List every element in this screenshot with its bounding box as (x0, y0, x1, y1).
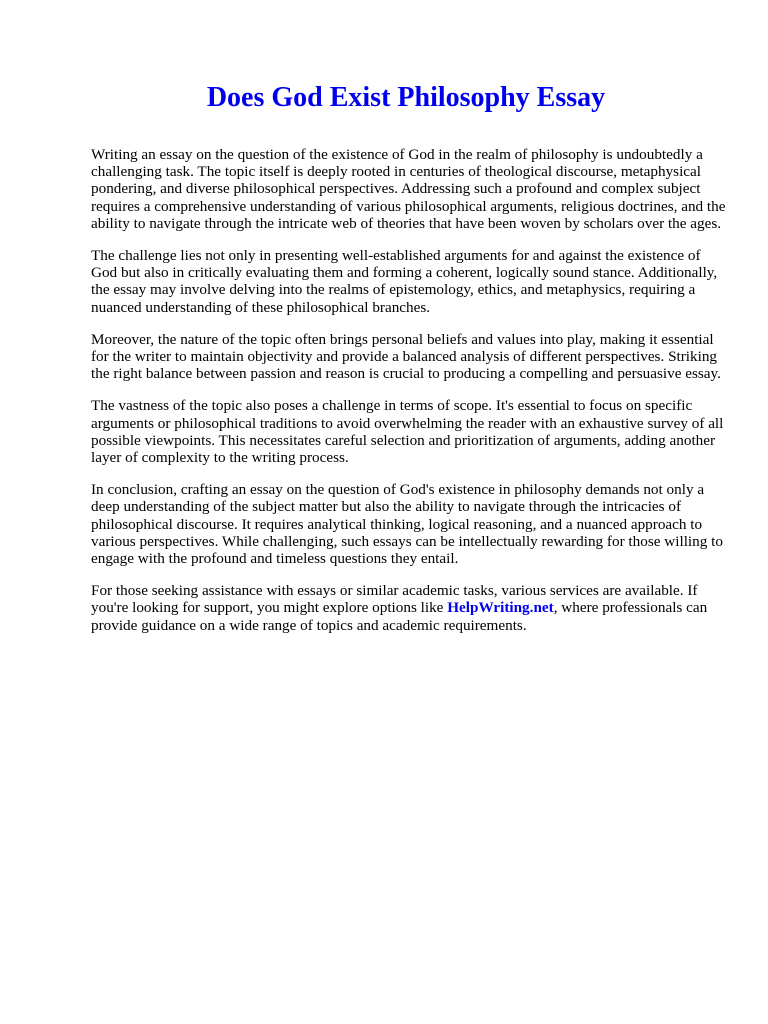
paragraph-2: The challenge lies not only in presenting well-established arguments for and against the existence of God but also in critically evaluating them and forming a coherent, logically sound stance. Additionally, the essay may involve delving into the realms of epistemology, ethics, and metaphysics, requiring a nuanced understanding of these philosophical branches. (91, 247, 718, 316)
page-title: Does God Exist Philosophy Essay (206, 82, 606, 113)
paragraph-6-text-before-link: For those seeking assistance with essays or similar academic tasks, various services are available. If you're looking for support, you might explore options like (91, 582, 698, 617)
paragraph-6-text-after-link: , where professionals can provide guidance on a wide range of topics and academic requirements. (91, 599, 708, 634)
paragraph-3: Moreover, the nature of the topic often brings personal beliefs and values into play, making it essential for the writer to maintain objectivity and provide a balanced analysis of different perspectives. Striking the right balance between passion and reason is crucial to producing a compelling and persuasive essay. (91, 330, 721, 383)
paragraph-6 (91, 582, 727, 634)
helpwriting-link[interactable]: HelpWriting.net (447, 599, 554, 617)
paragraph-5: In conclusion, crafting an essay on the question of God's existence in philosophy demands not only a deep understanding of the subject matter but also the ability to navigate through the intricacies of philosophical discourse. It requires analytical thinking, logical reasoning, and a nuanced approach to various perspectives. While challenging, such essays can be intellectually rewarding for those willing to engage with the profound and timeless questions they entail. (91, 481, 723, 568)
paragraph-1: Writing an essay on the question of the existence of God in the realm of philosophy is undoubtedly a challenging task. The topic itself is deeply rooted in centuries of theological discourse, metaphysical pondering, and diverse philosophical perspectives. Addressing such a profound and complex subject requires a comprehensive understanding of various philosophical arguments, religious doctrines, and the ability to navigate through the intricate web of theories that have been woven by scholars over the ages. (91, 146, 726, 232)
essay-body (91, 146, 727, 649)
paragraph-4: The vastness of the topic also poses a challenge in terms of scope. It's essential to focus on specific arguments or philosophical traditions to avoid overwhelming the reader with an exhaustive survey of all possible viewpoints. This necessitates careful selection and prioritization of arguments, adding another layer of complexity to the writing process. (91, 397, 724, 467)
